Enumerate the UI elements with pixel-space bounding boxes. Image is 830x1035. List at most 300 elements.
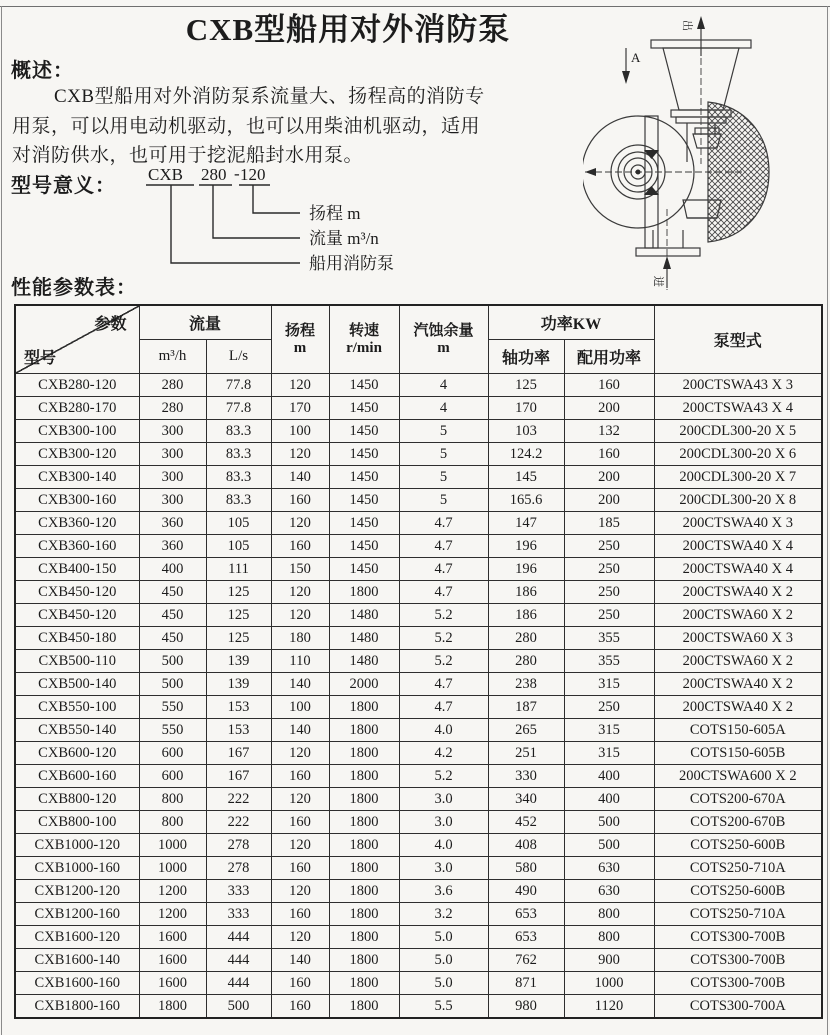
pump-drawing bbox=[583, 4, 828, 296]
table-cell: CXB600-120 bbox=[15, 742, 139, 765]
table-cell: 200CTSWA40 X 3 bbox=[654, 512, 822, 535]
table-cell: CXB450-120 bbox=[15, 581, 139, 604]
table-cell: 653 bbox=[488, 926, 564, 949]
table-cell: 4.7 bbox=[399, 673, 488, 696]
table-cell: 120 bbox=[271, 581, 329, 604]
table-cell: CXB1000-160 bbox=[15, 857, 139, 880]
table-row bbox=[15, 949, 822, 972]
table-cell: 1480 bbox=[329, 604, 399, 627]
table-cell: 200 bbox=[564, 489, 654, 512]
table-cell: 1450 bbox=[329, 558, 399, 581]
table-cell: 800 bbox=[564, 903, 654, 926]
speed-column-header bbox=[329, 305, 399, 374]
table-cell: 5.2 bbox=[399, 650, 488, 673]
table-cell: 200CTSWA60 X 2 bbox=[654, 650, 822, 673]
table-cell: 4.7 bbox=[399, 512, 488, 535]
table-cell: 4.7 bbox=[399, 558, 488, 581]
table-cell: 196 bbox=[488, 558, 564, 581]
table-cell: 200CDL300-20 X 5 bbox=[654, 420, 822, 443]
table-cell: 1200 bbox=[139, 880, 206, 903]
table-cell: CXB450-180 bbox=[15, 627, 139, 650]
table-cell: 980 bbox=[488, 995, 564, 1019]
table-cell: 1800 bbox=[329, 834, 399, 857]
table-cell: 139 bbox=[206, 650, 271, 673]
table-cell: 145 bbox=[488, 466, 564, 489]
table-cell: 5.0 bbox=[399, 926, 488, 949]
table-cell: COTS250-710A bbox=[654, 903, 822, 926]
table-cell: 120 bbox=[271, 374, 329, 397]
table-cell: 1450 bbox=[329, 374, 399, 397]
table-cell: 450 bbox=[139, 581, 206, 604]
table-row bbox=[15, 535, 822, 558]
table-cell: 77.8 bbox=[206, 397, 271, 420]
npsh-unit: m bbox=[437, 339, 450, 356]
table-cell: 140 bbox=[271, 673, 329, 696]
table-cell: 150 bbox=[271, 558, 329, 581]
table-cell: 250 bbox=[564, 604, 654, 627]
table-cell: 120 bbox=[271, 926, 329, 949]
table-cell: 111 bbox=[206, 558, 271, 581]
table-cell: 340 bbox=[488, 788, 564, 811]
speed-unit: r/min bbox=[346, 339, 382, 356]
table-cell: 83.3 bbox=[206, 420, 271, 443]
npsh-label: 汽蚀余量 bbox=[413, 322, 474, 339]
table-cell: 1450 bbox=[329, 489, 399, 512]
table-cell: 139 bbox=[206, 673, 271, 696]
table-row bbox=[15, 374, 822, 397]
table-cell: 550 bbox=[139, 696, 206, 719]
table-cell: 120 bbox=[271, 512, 329, 535]
table-cell: 4.0 bbox=[399, 719, 488, 742]
corner-header-model: 型号 bbox=[24, 350, 57, 367]
table-cell: 200CTSWA60 X 2 bbox=[654, 604, 822, 627]
table-cell: 800 bbox=[139, 788, 206, 811]
table-cell: 5.2 bbox=[399, 627, 488, 650]
table-cell: 630 bbox=[564, 880, 654, 903]
table-cell: 653 bbox=[488, 903, 564, 926]
table-cell: 500 bbox=[206, 995, 271, 1019]
table-cell: 500 bbox=[139, 673, 206, 696]
overview-line: 用泵，可以用电动机驱动，也可以用柴油机驱动，适用 bbox=[12, 115, 481, 137]
table-cell: 800 bbox=[139, 811, 206, 834]
table-cell: 160 bbox=[271, 535, 329, 558]
table-cell: 160 bbox=[271, 972, 329, 995]
speed-label: 转速 bbox=[349, 322, 380, 339]
table-cell: 450 bbox=[139, 604, 206, 627]
table-cell: 200CTSWA600 X 2 bbox=[654, 765, 822, 788]
table-row bbox=[15, 604, 822, 627]
table-cell: CXB300-160 bbox=[15, 489, 139, 512]
table-cell: 450 bbox=[139, 627, 206, 650]
table-row bbox=[15, 443, 822, 466]
table-cell: CXB800-100 bbox=[15, 811, 139, 834]
table-cell: 250 bbox=[564, 581, 654, 604]
table-cell: 124.2 bbox=[488, 443, 564, 466]
table-cell: 1800 bbox=[329, 995, 399, 1019]
table-cell: COTS200-670A bbox=[654, 788, 822, 811]
table-cell: CXB1800-160 bbox=[15, 995, 139, 1019]
table-cell: 1800 bbox=[329, 880, 399, 903]
table-cell: 83.3 bbox=[206, 466, 271, 489]
table-cell: 1800 bbox=[329, 949, 399, 972]
table-cell: 1450 bbox=[329, 512, 399, 535]
table-cell: 120 bbox=[271, 443, 329, 466]
table-cell: 1600 bbox=[139, 972, 206, 995]
table-cell: 1450 bbox=[329, 397, 399, 420]
table-cell: 265 bbox=[488, 719, 564, 742]
table-cell: 280 bbox=[488, 650, 564, 673]
table-cell: 1800 bbox=[329, 788, 399, 811]
table-cell: 120 bbox=[271, 880, 329, 903]
table-cell: 1800 bbox=[139, 995, 206, 1019]
table-cell: 170 bbox=[271, 397, 329, 420]
table-cell: 5.0 bbox=[399, 972, 488, 995]
table-cell: 315 bbox=[564, 673, 654, 696]
table-cell: 278 bbox=[206, 834, 271, 857]
table-cell: 187 bbox=[488, 696, 564, 719]
table-cell: 630 bbox=[564, 857, 654, 880]
table-cell: COTS300-700B bbox=[654, 972, 822, 995]
table-cell: 4 bbox=[399, 374, 488, 397]
table-cell: 4.7 bbox=[399, 581, 488, 604]
table-cell: 160 bbox=[271, 811, 329, 834]
table-cell: 3.0 bbox=[399, 857, 488, 880]
table-cell: 153 bbox=[206, 696, 271, 719]
table-row bbox=[15, 765, 822, 788]
table-cell: 280 bbox=[488, 627, 564, 650]
table-cell: 600 bbox=[139, 742, 206, 765]
table-cell: 200CTSWA40 X 2 bbox=[654, 673, 822, 696]
table-cell: 762 bbox=[488, 949, 564, 972]
table-cell: 280 bbox=[139, 397, 206, 420]
table-row bbox=[15, 650, 822, 673]
table-cell: 105 bbox=[206, 512, 271, 535]
table-cell: 800 bbox=[564, 926, 654, 949]
table-row bbox=[15, 512, 822, 535]
table-cell: CXB800-120 bbox=[15, 788, 139, 811]
table-cell: 4.2 bbox=[399, 742, 488, 765]
table-cell: 1800 bbox=[329, 696, 399, 719]
table-row bbox=[15, 627, 822, 650]
table-cell: 355 bbox=[564, 650, 654, 673]
table-cell: 3.0 bbox=[399, 811, 488, 834]
table-cell: 280 bbox=[139, 374, 206, 397]
table-cell: 160 bbox=[564, 374, 654, 397]
table-cell: 200CTSWA40 X 2 bbox=[654, 696, 822, 719]
table-cell: CXB360-120 bbox=[15, 512, 139, 535]
table-cell: 315 bbox=[564, 742, 654, 765]
table-cell: 167 bbox=[206, 742, 271, 765]
parameters-table-heading: 性能参数表： bbox=[11, 277, 137, 299]
rated-power-header: 配用功率 bbox=[564, 340, 654, 374]
table-cell: 222 bbox=[206, 811, 271, 834]
table-cell: 120 bbox=[271, 742, 329, 765]
table-cell: 1200 bbox=[139, 903, 206, 926]
table-cell: 444 bbox=[206, 949, 271, 972]
table-cell: 250 bbox=[564, 535, 654, 558]
view-a-label: A bbox=[631, 50, 641, 65]
table-cell: COTS300-700A bbox=[654, 995, 822, 1019]
callout-flow: 流量 m³/n bbox=[309, 229, 379, 248]
table-cell: 1000 bbox=[139, 834, 206, 857]
table-cell: 100 bbox=[271, 696, 329, 719]
table-row bbox=[15, 903, 822, 926]
table-cell: 580 bbox=[488, 857, 564, 880]
table-cell: 5 bbox=[399, 443, 488, 466]
corner-header-parameter: 参数 bbox=[94, 316, 127, 333]
table-row bbox=[15, 972, 822, 995]
table-cell: COTS250-600B bbox=[654, 834, 822, 857]
table-cell: 871 bbox=[488, 972, 564, 995]
table-row bbox=[15, 420, 822, 443]
head-unit: m bbox=[293, 339, 307, 356]
table-cell: 186 bbox=[488, 581, 564, 604]
table-row bbox=[15, 995, 822, 1019]
page-border-left bbox=[1, 6, 2, 1035]
table-cell: 1000 bbox=[139, 857, 206, 880]
model-code-sep: - bbox=[234, 164, 240, 183]
table-cell: COTS200-670B bbox=[654, 811, 822, 834]
table-cell: 125 bbox=[206, 581, 271, 604]
table-row bbox=[15, 558, 822, 581]
power-group-header: 功率KW bbox=[488, 305, 654, 340]
table-cell: 400 bbox=[139, 558, 206, 581]
table-cell: CXB360-160 bbox=[15, 535, 139, 558]
table-cell: 315 bbox=[564, 719, 654, 742]
table-cell: 160 bbox=[271, 489, 329, 512]
table-cell: 100 bbox=[271, 420, 329, 443]
table-cell: 1800 bbox=[329, 581, 399, 604]
table-row bbox=[15, 719, 822, 742]
table-cell: 160 bbox=[271, 857, 329, 880]
table-cell: 200CTSWA40 X 4 bbox=[654, 535, 822, 558]
flow-m3h-header: m³/h bbox=[139, 340, 206, 374]
table-cell: 160 bbox=[271, 765, 329, 788]
flow-ls-header: L/s bbox=[206, 340, 271, 374]
table-cell: 160 bbox=[564, 443, 654, 466]
table-cell: 83.3 bbox=[206, 489, 271, 512]
table-cell: CXB300-100 bbox=[15, 420, 139, 443]
table-cell: COTS250-710A bbox=[654, 857, 822, 880]
table-cell: 3.6 bbox=[399, 880, 488, 903]
table-cell: 120 bbox=[271, 788, 329, 811]
table-cell: CXB280-170 bbox=[15, 397, 139, 420]
table-cell: CXB1200-120 bbox=[15, 880, 139, 903]
table-cell: 1120 bbox=[564, 995, 654, 1019]
table-cell: 408 bbox=[488, 834, 564, 857]
flow-group-header: 流量 bbox=[139, 305, 271, 340]
model-code-flow: 280 bbox=[201, 165, 227, 184]
table-cell: 1480 bbox=[329, 650, 399, 673]
table-cell: 170 bbox=[488, 397, 564, 420]
table-cell: 278 bbox=[206, 857, 271, 880]
table-cell: CXB300-120 bbox=[15, 443, 139, 466]
table-cell: 400 bbox=[564, 765, 654, 788]
table-cell: 500 bbox=[564, 834, 654, 857]
table-cell: 167 bbox=[206, 765, 271, 788]
table-cell: COTS300-700B bbox=[654, 949, 822, 972]
table-body bbox=[15, 374, 822, 1019]
table-cell: 1600 bbox=[139, 926, 206, 949]
overview-paragraph bbox=[12, 82, 580, 171]
table-cell: 1600 bbox=[139, 949, 206, 972]
table-cell: 222 bbox=[206, 788, 271, 811]
table-cell: 1800 bbox=[329, 765, 399, 788]
table-cell: 5.2 bbox=[399, 765, 488, 788]
table-cell: COTS150-605B bbox=[654, 742, 822, 765]
table-cell: CXB300-140 bbox=[15, 466, 139, 489]
table-cell: 200CDL300-20 X 7 bbox=[654, 466, 822, 489]
table-row bbox=[15, 834, 822, 857]
callout-type: 船用消防泵 bbox=[309, 254, 394, 273]
table-cell: 250 bbox=[564, 696, 654, 719]
table-cell: 5.0 bbox=[399, 949, 488, 972]
table-cell: 200CTSWA40 X 2 bbox=[654, 581, 822, 604]
table-cell: 238 bbox=[488, 673, 564, 696]
table-cell: 186 bbox=[488, 604, 564, 627]
table-row bbox=[15, 811, 822, 834]
table-cell: 5 bbox=[399, 420, 488, 443]
table-cell: 1800 bbox=[329, 811, 399, 834]
table-cell: 1800 bbox=[329, 719, 399, 742]
table-cell: CXB280-120 bbox=[15, 374, 139, 397]
table-cell: 1450 bbox=[329, 420, 399, 443]
table-cell: 330 bbox=[488, 765, 564, 788]
table-cell: 140 bbox=[271, 466, 329, 489]
shaft-power-header: 轴功率 bbox=[488, 340, 564, 374]
npsh-column-header bbox=[399, 305, 488, 374]
table-cell: 160 bbox=[271, 903, 329, 926]
table-cell: 83.3 bbox=[206, 443, 271, 466]
table-cell: 600 bbox=[139, 765, 206, 788]
table-cell: CXB1600-120 bbox=[15, 926, 139, 949]
table-cell: 333 bbox=[206, 880, 271, 903]
table-cell: 105 bbox=[206, 535, 271, 558]
table-cell: 300 bbox=[139, 443, 206, 466]
table-cell: 1800 bbox=[329, 742, 399, 765]
table-cell: CXB600-160 bbox=[15, 765, 139, 788]
model-meaning-heading: 型号意义： bbox=[11, 175, 116, 197]
table-cell: 200CTSWA43 X 4 bbox=[654, 397, 822, 420]
table-cell: 1800 bbox=[329, 972, 399, 995]
table-cell: 200 bbox=[564, 466, 654, 489]
table-cell: COTS250-600B bbox=[654, 880, 822, 903]
table-cell: 300 bbox=[139, 420, 206, 443]
table-cell: 1450 bbox=[329, 466, 399, 489]
table-cell: 160 bbox=[271, 995, 329, 1019]
table-cell: 200CTSWA60 X 3 bbox=[654, 627, 822, 650]
table-row bbox=[15, 489, 822, 512]
table-cell: 200CDL300-20 X 8 bbox=[654, 489, 822, 512]
table-cell: 110 bbox=[271, 650, 329, 673]
table-cell: CXB1600-160 bbox=[15, 972, 139, 995]
table-cell: 360 bbox=[139, 535, 206, 558]
table-row bbox=[15, 880, 822, 903]
table-cell: 5 bbox=[399, 489, 488, 512]
model-code-diagram bbox=[138, 163, 438, 280]
parameters-table bbox=[14, 304, 823, 1019]
table-cell: 196 bbox=[488, 535, 564, 558]
table-cell: 147 bbox=[488, 512, 564, 535]
table-cell: 125 bbox=[206, 604, 271, 627]
table-cell: CXB550-140 bbox=[15, 719, 139, 742]
pump-type-header: 泵型式 bbox=[654, 305, 822, 374]
model-code-prefix: CXB bbox=[148, 165, 183, 184]
table-cell: 444 bbox=[206, 926, 271, 949]
table-cell: 333 bbox=[206, 903, 271, 926]
table-cell: 5 bbox=[399, 466, 488, 489]
overview-line: CXB型船用对外消防泵系流量大、扬程高的消防专 bbox=[54, 86, 485, 107]
head-label: 扬程 bbox=[285, 322, 316, 339]
table-cell: 1000 bbox=[564, 972, 654, 995]
table-row bbox=[15, 857, 822, 880]
table-cell: 452 bbox=[488, 811, 564, 834]
table-cell: 120 bbox=[271, 604, 329, 627]
table-cell: 4.7 bbox=[399, 535, 488, 558]
table-cell: 5.2 bbox=[399, 604, 488, 627]
table-cell: 200CTSWA43 X 3 bbox=[654, 374, 822, 397]
table-cell: 1800 bbox=[329, 857, 399, 880]
table-cell: CXB1000-120 bbox=[15, 834, 139, 857]
corner-header bbox=[15, 305, 139, 374]
table-cell: 200 bbox=[564, 397, 654, 420]
table-cell: CXB1200-160 bbox=[15, 903, 139, 926]
table-cell: CXB500-140 bbox=[15, 673, 139, 696]
table-cell: 1450 bbox=[329, 443, 399, 466]
table-cell: 550 bbox=[139, 719, 206, 742]
table-cell: 444 bbox=[206, 972, 271, 995]
table-cell: 500 bbox=[564, 811, 654, 834]
table-cell: 77.8 bbox=[206, 374, 271, 397]
table-cell: 300 bbox=[139, 466, 206, 489]
table-cell: 3.2 bbox=[399, 903, 488, 926]
table-cell: CXB550-100 bbox=[15, 696, 139, 719]
table-cell: CXB1600-140 bbox=[15, 949, 139, 972]
table-cell: 125 bbox=[206, 627, 271, 650]
table-cell: 165.6 bbox=[488, 489, 564, 512]
table-cell: 251 bbox=[488, 742, 564, 765]
table-cell: 200CDL300-20 X 6 bbox=[654, 443, 822, 466]
page-title: CXB型船用对外消防泵 bbox=[185, 12, 511, 47]
table-row bbox=[15, 581, 822, 604]
table-row bbox=[15, 742, 822, 765]
table-cell: 185 bbox=[564, 512, 654, 535]
table-cell: 4.7 bbox=[399, 696, 488, 719]
table-cell: 400 bbox=[564, 788, 654, 811]
overview-heading: 概述： bbox=[11, 60, 74, 82]
overview-line: 对消防供水，也可用于挖泥船封水用泵。 bbox=[12, 145, 364, 166]
table-cell: 2000 bbox=[329, 673, 399, 696]
table-cell: 153 bbox=[206, 719, 271, 742]
table-row bbox=[15, 788, 822, 811]
table-cell: COTS300-700B bbox=[654, 926, 822, 949]
callout-head: 扬程 m bbox=[309, 204, 361, 223]
table-cell: 355 bbox=[564, 627, 654, 650]
table-cell: 132 bbox=[564, 420, 654, 443]
table-cell: 4.0 bbox=[399, 834, 488, 857]
model-code-head: 120 bbox=[240, 165, 266, 184]
table-cell: 490 bbox=[488, 880, 564, 903]
table-cell: 1450 bbox=[329, 535, 399, 558]
table-cell: 125 bbox=[488, 374, 564, 397]
table-row bbox=[15, 673, 822, 696]
table-cell: 500 bbox=[139, 650, 206, 673]
table-cell: 120 bbox=[271, 834, 329, 857]
table-cell: 180 bbox=[271, 627, 329, 650]
inlet-mark: 进 bbox=[652, 276, 664, 287]
table-cell: 140 bbox=[271, 719, 329, 742]
table-row bbox=[15, 696, 822, 719]
